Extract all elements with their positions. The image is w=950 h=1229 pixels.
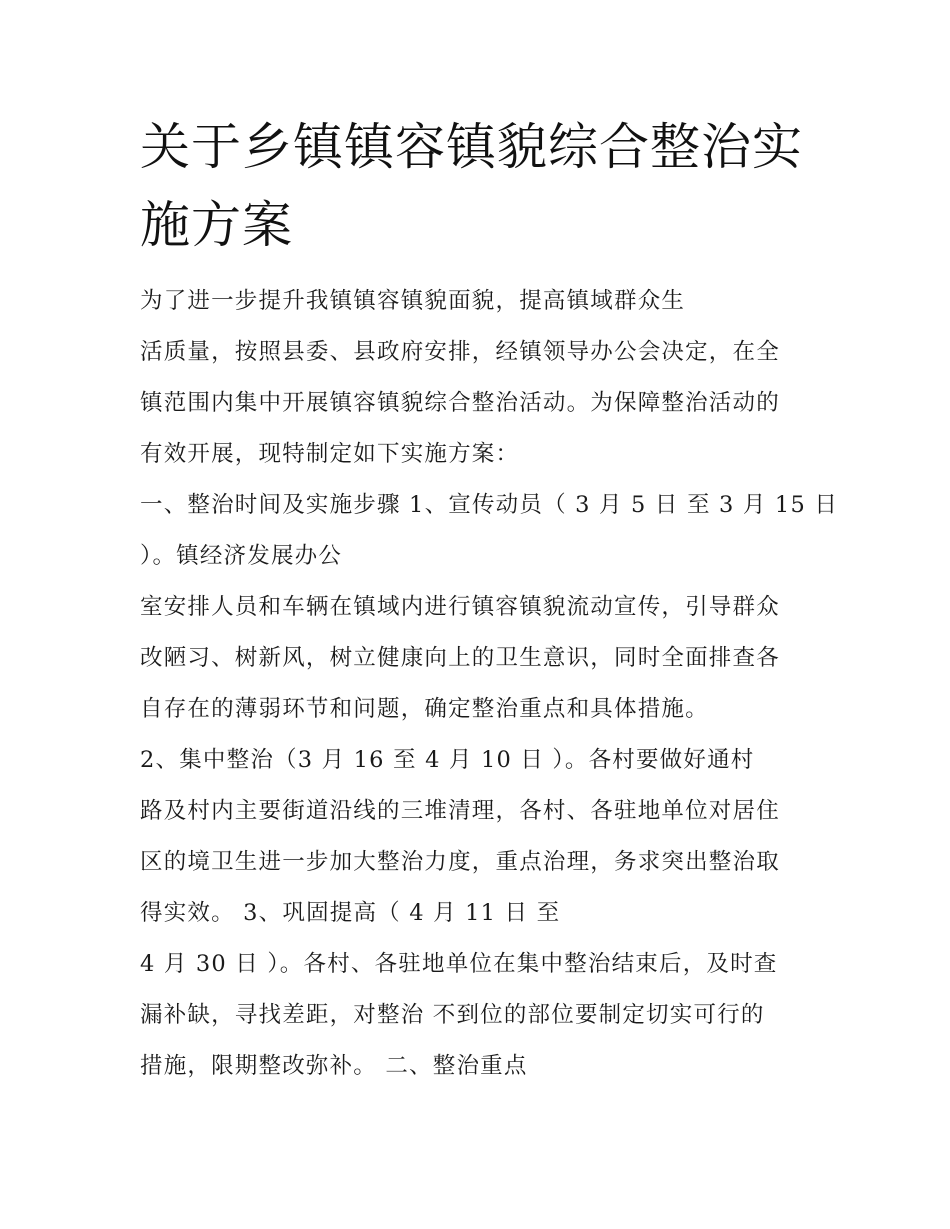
body-line: 4 月 30 日 ）。各村、各驻地单位在集中整治结束后，及时查 xyxy=(140,951,778,977)
body-line: 为了进一步提升我镇镇容镇貌面貌，提高镇域群众生 xyxy=(140,288,686,314)
body-line: 漏补缺，寻找差距，对整治 不到位的部位要制定切实可行的 xyxy=(140,1002,765,1028)
body-line: ）。镇经济发展办公 xyxy=(140,543,343,569)
body-line: 措施，限期整改弥补。 二、整治重点 xyxy=(140,1053,528,1079)
body-line: 镇范围内集中开展镇容镇貌综合整治活动。为保障整治活动的 xyxy=(140,390,780,416)
body-line: 改陋习、树新风，树立健康向上的卫生意识，同时全面排查各 xyxy=(140,645,780,671)
body-line: 路及村内主要街道沿线的三堆清理，各村、各驻地单位对居住 xyxy=(140,798,780,824)
document-body xyxy=(140,276,840,1092)
body-line: 室安排人员和车辆在镇域内进行镇容镇貌流动宣传，引导群众 xyxy=(140,594,780,620)
title-line: 施方案 xyxy=(140,196,293,254)
title-line: 关于乡镇镇容镇貌综合整治实 xyxy=(140,118,803,176)
body-line: 一、整治时间及实施步骤 1、宣传动员（ 3 月 5 日 至 3 月 15 日 xyxy=(140,492,839,518)
body-line: 得实效。 3、巩固提高（ 4 月 11 日 至 xyxy=(140,900,561,926)
body-line: 有效开展，现特制定如下实施方案： xyxy=(140,441,520,467)
body-line: 活质量，按照县委、县政府安排，经镇领导办公会决定，在全 xyxy=(140,339,780,365)
body-line: 区的境卫生进一步加大整治力度，重点治理，务求突出整治取 xyxy=(140,849,780,875)
document-title xyxy=(140,108,830,264)
body-line: 2、集中整治（3 月 16 至 4 月 10 日 ）。各村要做好通村 xyxy=(140,747,755,773)
body-line: 自存在的薄弱环节和问题，确定整治重点和具体措施。 xyxy=(140,696,709,722)
